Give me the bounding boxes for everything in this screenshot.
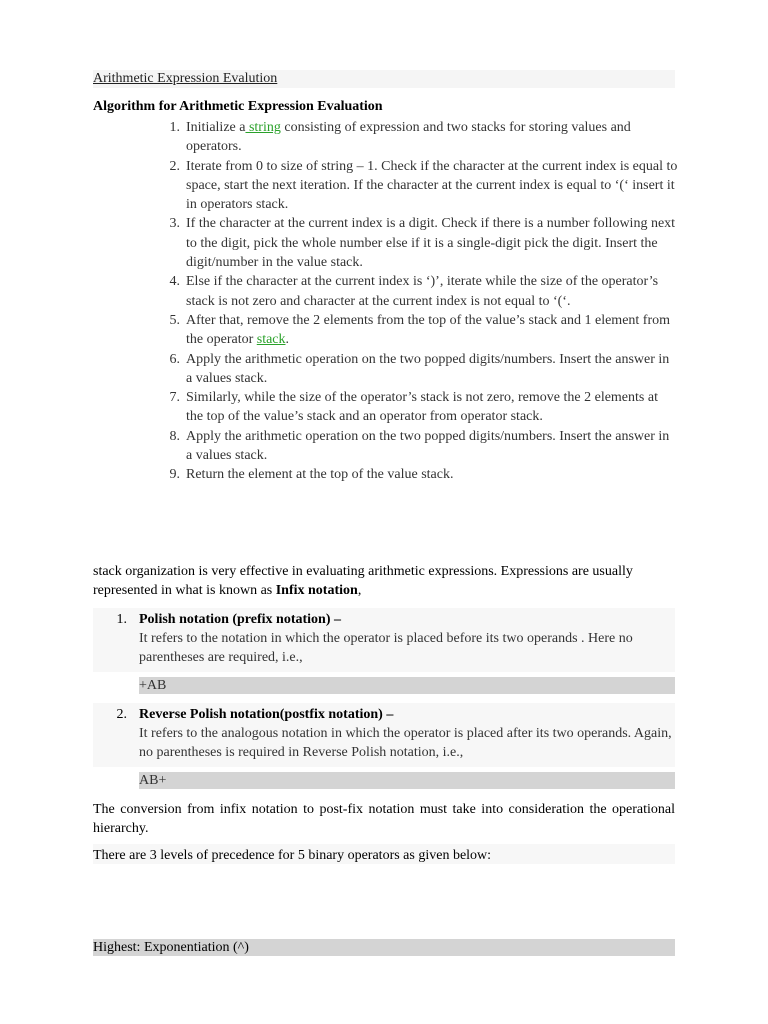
step-text: Apply the arithmetic operation on the two popped digits/numbers. Insert the answer in a values stack. [186, 351, 670, 386]
step-text: Return the element at the top of the value stack. [186, 467, 454, 483]
highest-precedence-bar: Highest: Exponentiation (^) [93, 939, 675, 956]
step-number: 4. [169, 274, 180, 290]
algorithm-steps-list [158, 118, 678, 485]
list-item [158, 272, 678, 311]
levels-paragraph: There are 3 levels of precedence for 5 binary operators as given below: [93, 848, 492, 863]
step-number: 2. [169, 158, 180, 174]
step-number: 7. [169, 390, 180, 406]
conversion-paragraph: The conversion from infix notation to post-fix notation must take into consideration the operational hierarchy. [93, 802, 675, 836]
document-title: Arithmetic Expression Evalution [93, 70, 675, 88]
list-item [158, 311, 678, 350]
step-text: Else if the character at the current index is ‘)’, iterate while the size of the operator’s stack is not zero and character at the current index is not equal to ‘(‘. [186, 274, 659, 309]
step-text: After that, remove the 2 elements from the top of the value’s stack and 1 element from the operator [186, 312, 671, 348]
list-item [158, 214, 678, 272]
step-number: 3. [169, 216, 180, 232]
step-number: 9. [169, 467, 180, 483]
list-item [158, 388, 678, 427]
notation-item-postfix [93, 705, 675, 765]
intro-text: stack organization is very effective in evaluating arithmetic expressions. Expressions are usually represented in what is known as [93, 564, 633, 598]
notation-description: It refers to the notation in which the operator is placed before its two operands . Here no parentheses are required, i.e., [139, 631, 633, 665]
notation-heading: Reverse Polish notation(postfix notation) – [139, 707, 394, 722]
step-text: If the character at the current index is a digit. Check if there is a number following next to the digit, pick the whole number else if it is a single-digit pick the digit. Insert the digit/number in the value stack. [186, 216, 676, 271]
algorithm-heading: Algorithm for Arithmetic Expression Evaluation [93, 99, 383, 114]
list-item [158, 465, 678, 484]
prefix-example-bar: +AB [139, 677, 675, 694]
notation-item-prefix [93, 610, 675, 670]
step-number: 8. [169, 428, 180, 444]
infix-notation-term: Infix notation [275, 583, 358, 598]
list-item [158, 350, 678, 389]
string-link[interactable]: string [245, 120, 281, 135]
step-text: Apply the arithmetic operation on the two popped digits/numbers. Insert the answer in a values stack. [186, 428, 670, 464]
step-text: consisting of expression and two stacks for storing values and operators. [186, 120, 631, 155]
step-number: 5. [169, 312, 180, 328]
stack-link[interactable]: stack [256, 332, 286, 348]
intro-text-end: , [357, 583, 362, 598]
notation-number: 1. [116, 612, 127, 627]
notation-heading: Polish notation (prefix notation) – [139, 612, 341, 627]
step-text: Iterate from 0 to size of string – 1. Check if the character at the current index is equal to space, start the next iteration. If the character at the current index is equal to ‘(‘ insert it in operators stack. [186, 158, 678, 213]
notation-number: 2. [116, 707, 127, 722]
notation-description: It refers to the analogous notation in which the operator is placed after its two operands. Again, no parentheses is required in Reverse Polish notation, i.e., [139, 726, 672, 760]
step-text: Similarly, while the size of the operator’s stack is not zero, remove the 2 elements at the top of the value’s stack and an operator from operator stack. [186, 390, 658, 425]
list-item [158, 427, 678, 466]
postfix-example-bar: AB+ [139, 772, 675, 789]
step-number: 1. [169, 120, 180, 135]
list-item [158, 118, 678, 157]
step-number: 6. [169, 351, 180, 367]
step-text: Initialize a [186, 120, 246, 135]
step-text: . [285, 332, 290, 348]
intro-paragraph [93, 562, 675, 600]
list-item [158, 157, 678, 215]
